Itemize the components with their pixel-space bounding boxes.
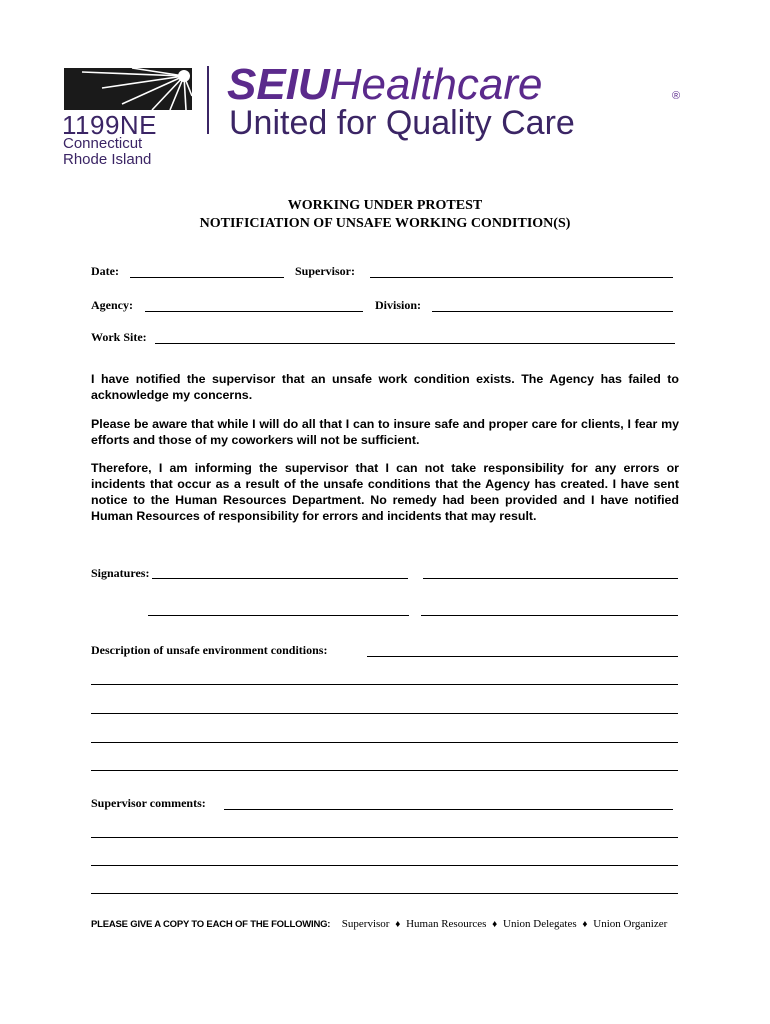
description-line-4[interactable] [91,769,678,771]
supervisor-field[interactable] [370,276,673,278]
agency-label: Agency: [91,298,133,312]
description-line-0[interactable] [367,655,678,657]
comments-line-1[interactable] [91,836,678,838]
logo-divider [207,66,209,134]
supervisor-comments-label: Supervisor comments: [91,796,206,810]
diamond-icon: ♦ [395,919,401,930]
form-title: WORKING UNDER PROTEST [287,198,483,213]
supervisor-label: Supervisor: [295,264,355,278]
recipient-supervisor: Supervisor [341,918,390,930]
signature-line-1[interactable] [152,577,408,579]
description-label: Description of unsafe environment conditions: [91,643,328,657]
distribution-footer [91,918,667,930]
diamond-icon: ♦ [492,919,498,930]
comments-line-0[interactable] [224,808,673,810]
logo-brand-rest: Healthcare [329,60,543,109]
logo-state-rhode-island: Rhode Island [63,151,152,168]
recipient-human-resources: Human Resources [406,918,487,930]
notice-paragraph-1: I have notified the supervisor that an unsafe work condition exists. The Agency has failed to acknowledge my concerns. [91,372,679,402]
seiu-logo [62,62,692,172]
recipient-union-delegates: Union Delegates [503,918,577,930]
form-subtitle: NOTIFICIATION OF UNSAFE WORKING CONDITION(S) [199,216,571,231]
date-field[interactable] [130,276,284,278]
division-field[interactable] [432,310,673,312]
registered-mark: ® [672,90,681,102]
description-line-2[interactable] [91,712,678,714]
logo-tagline: United for Quality Care [229,104,575,142]
worksite-field[interactable] [155,342,675,344]
comments-line-2[interactable] [91,864,678,866]
signature-line-4[interactable] [421,614,678,616]
diamond-icon: ♦ [582,919,588,930]
notice-paragraph-3: Therefore, I am informing the supervisor that I can not take responsibility for any errors or incidents that occur as a result of the unsafe conditions that the Agency has created. I have sent notice to the Human Resources Department. No remedy had been provided and I have notified Human Resources of responsibility for errors and incidents that may result. [91,461,679,523]
logo-brand-bold: SEIU [227,60,330,109]
distribution-lead: PLEASE GIVE A COPY TO EACH OF THE FOLLOWING: [91,919,331,930]
description-line-1[interactable] [91,683,678,685]
worksite-label: Work Site: [91,330,147,344]
signature-line-3[interactable] [148,614,409,616]
date-label: Date: [91,264,119,278]
signatures-label: Signatures: [91,566,150,580]
signature-line-2[interactable] [423,577,678,579]
logo-state-connecticut: Connecticut [63,135,143,152]
notice-paragraph-2: Please be aware that while I will do all that I can to insure safe and proper care for clients, I fear my efforts and those of my coworkers will not be sufficient. [91,417,679,447]
recipient-union-organizer: Union Organizer [593,918,668,930]
agency-field[interactable] [145,310,363,312]
comments-line-3[interactable] [91,892,678,894]
description-line-3[interactable] [91,741,678,743]
division-label: Division: [375,298,422,312]
logo-brand [227,60,542,110]
logo-local-number: 1199NE [62,110,158,140]
